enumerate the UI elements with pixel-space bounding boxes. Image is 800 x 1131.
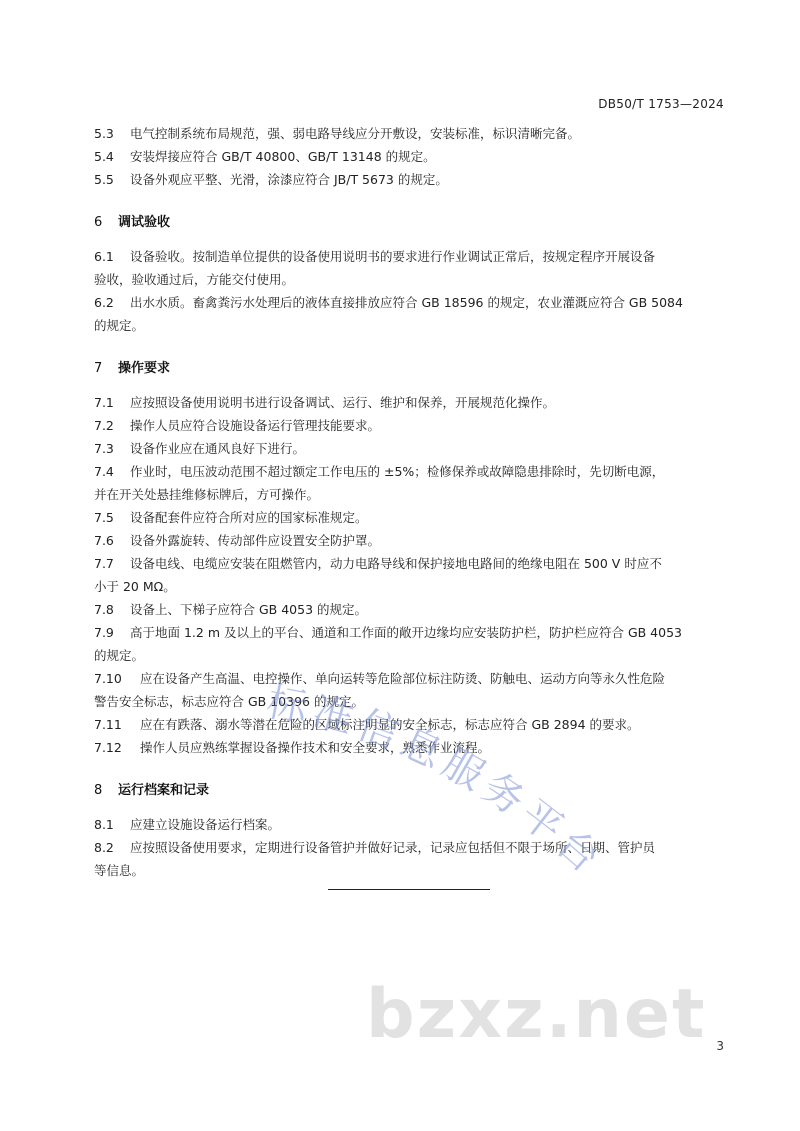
clause-number: 7.10	[94, 671, 122, 686]
section-heading-7	[94, 357, 170, 376]
clause-text: 操作人员应符合设施设备运行管理技能要求。	[130, 418, 381, 433]
clause-number: 7.12	[94, 740, 122, 755]
clause-text: 设备上、下梯子应符合 GB 4053 的规定。	[130, 602, 367, 617]
clause-number: 7.3	[94, 441, 114, 456]
clause-text: 设备验收。按制造单位提供的设备使用说明书的要求进行作业调试正常后，按规定程序开展设备	[130, 249, 656, 264]
clause-number: 6.1	[94, 249, 114, 264]
clause-7-11	[94, 717, 734, 733]
clause-number: 6.2	[94, 295, 114, 310]
section-heading-6	[94, 211, 170, 230]
clause-5-5	[94, 172, 734, 188]
clause-5-3	[94, 126, 734, 142]
clause-7-9	[94, 625, 734, 641]
document-code: DB50/T 1753—2024	[598, 97, 724, 111]
clause-7-6	[94, 533, 734, 549]
clause-7-4-cont	[94, 487, 734, 503]
clause-number: 7.11	[94, 717, 122, 732]
clause-7-10-cont	[94, 694, 734, 710]
clause-7-2	[94, 418, 734, 434]
clause-number: 7.6	[94, 533, 114, 548]
clause-text: 设备电线、电缆应安装在阻燃管内，动力电路导线和保护接地电路间的绝缘电阻在 500 V 时应不	[130, 556, 662, 571]
clause-7-10	[94, 671, 734, 687]
clause-text: 设备外观应平整、光滑，涂漆应符合 JB/T 5673 的规定。	[130, 172, 448, 187]
clause-text: 的规定。	[94, 648, 145, 663]
clause-number: 7.7	[94, 556, 114, 571]
clause-text: 并在开关处悬挂维修标牌后，方可操作。	[94, 487, 320, 502]
watermark-site: bzxz.net	[366, 975, 707, 1054]
clause-7-5	[94, 510, 734, 526]
clause-text: 应在有跌落、溺水等潜在危险的区域标注明显的安全标志，标志应符合 GB 2894 的要求。	[140, 717, 640, 732]
clause-6-1-cont	[94, 272, 734, 288]
clause-text: 应按照设备使用要求，定期进行设备管护并做好记录，记录应包括但不限于场所、日期、管护员	[130, 840, 656, 855]
clause-7-8	[94, 602, 734, 618]
clause-5-4	[94, 149, 734, 165]
clause-text: 等信息。	[94, 863, 145, 878]
clause-text: 应在设备产生高温、电控操作、单向运转等危险部位标注防烫、防触电、运动方向等永久性危险	[140, 671, 666, 686]
clause-text: 安装焊接应符合 GB/T 40800、GB/T 13148 的规定。	[130, 149, 436, 164]
clause-text: 作业时，电压波动范围不超过额定工作电压的 ±5%；检修保养或故障隐患排除时，先切断电源，	[130, 464, 665, 479]
clause-7-9-cont	[94, 648, 734, 664]
clause-6-1	[94, 249, 734, 265]
clause-number: 7.4	[94, 464, 114, 479]
page-number: 3	[716, 1039, 724, 1053]
clause-number: 7.1	[94, 395, 114, 410]
clause-text: 操作人员应熟练掌握设备操作技术和安全要求，熟悉作业流程。	[140, 740, 491, 755]
clause-text: 的规定。	[94, 318, 145, 333]
clause-number: 7.5	[94, 510, 114, 525]
clause-8-2	[94, 840, 734, 856]
clause-8-1	[94, 817, 734, 833]
clause-text: 设备外露旋转、传动部件应设置安全防护罩。	[130, 533, 381, 548]
clause-8-2-cont	[94, 863, 734, 879]
clause-7-1	[94, 395, 734, 411]
clause-text: 电气控制系统布局规范，强、弱电路导线应分开敷设，安装标准，标识清晰完备。	[130, 126, 581, 141]
clause-text: 出水水质。畜禽粪污水处理后的液体直接排放应符合 GB 18596 的规定，农业灌溉应符合 GB 5084	[130, 295, 683, 310]
clause-6-2	[94, 295, 734, 311]
clause-text: 应按照设备使用说明书进行设备调试、运行、维护和保养，开展规范化操作。	[130, 395, 556, 410]
clause-7-3	[94, 441, 734, 457]
clause-number: 7.2	[94, 418, 114, 433]
section-title: 调试验收	[118, 215, 171, 230]
clause-6-2-cont	[94, 318, 734, 334]
clause-text: 设备作业应在通风良好下进行。	[130, 441, 306, 456]
section-title: 操作要求	[118, 361, 171, 376]
clause-number: 5.5	[94, 172, 114, 187]
section-number: 8	[94, 783, 103, 798]
clause-text: 应建立设施设备运行档案。	[130, 817, 281, 832]
clause-7-7-cont	[94, 579, 734, 595]
clause-text: 高于地面 1.2 m 及以上的平台、通道和工作面的敞开边缘均应安装防护栏，防护栏应符合 GB 4053	[130, 625, 682, 640]
section-title: 运行档案和记录	[118, 783, 210, 798]
clause-number: 5.3	[94, 126, 114, 141]
section-number: 7	[94, 361, 103, 376]
clause-number: 5.4	[94, 149, 114, 164]
clause-number: 8.1	[94, 817, 114, 832]
clause-number: 8.2	[94, 840, 114, 855]
clause-7-4	[94, 464, 734, 480]
clause-number: 7.8	[94, 602, 114, 617]
clause-text: 设备配套件应符合所对应的国家标准规定。	[130, 510, 368, 525]
end-of-document-rule	[328, 889, 490, 890]
watermark-arc-text-path: 标准信息服务平台	[263, 679, 613, 886]
section-heading-8	[94, 779, 209, 798]
section-number: 6	[94, 215, 103, 230]
clause-text: 验收，验收通过后，方能交付使用。	[94, 272, 295, 287]
clause-7-12	[94, 740, 734, 756]
clause-number: 7.9	[94, 625, 114, 640]
clause-text: 警告安全标志，标志应符合 GB 10396 的规定。	[94, 694, 364, 709]
clause-7-7	[94, 556, 734, 572]
clause-text: 小于 20 MΩ。	[94, 579, 176, 594]
